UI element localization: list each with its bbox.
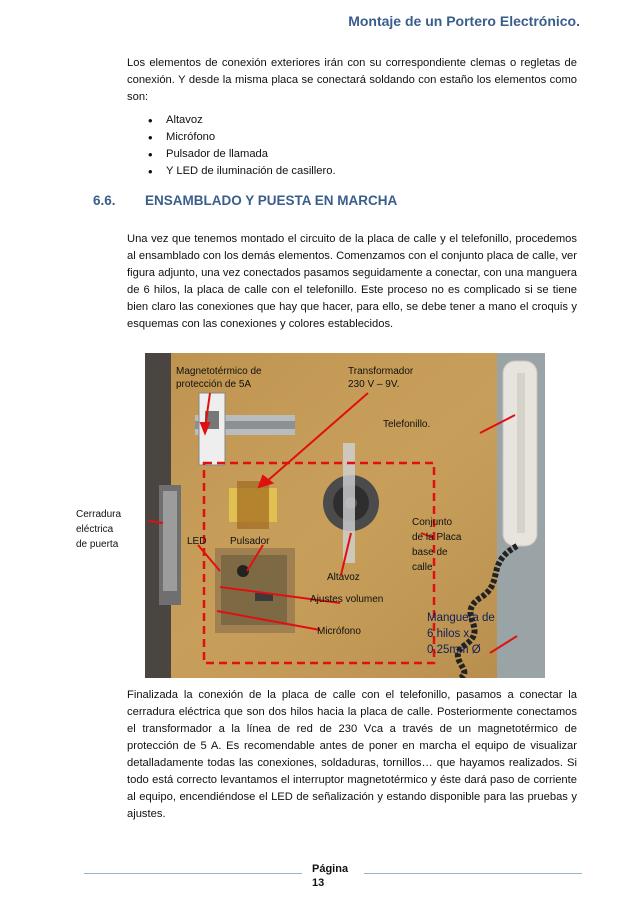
page-label: Página [312,863,349,875]
page-number-block [312,862,348,890]
label-manguera-3: 0.25mm Ø [427,644,481,656]
section-title: ENSAMBLADO Y PUESTA EN MARCHA [145,193,398,208]
element-list [148,112,336,180]
label-transformador-1: Transformador [348,366,414,377]
label-conjunto-4: calle [412,562,433,573]
section-number: 6.6. [93,193,116,208]
assembly-photo [145,353,545,678]
list-item: • Pulsador de llamada [148,146,336,163]
label-pulsador: Pulsador [230,536,270,547]
list-item: • Altavoz [148,112,336,129]
footer-rule-left [84,873,302,874]
label-cerradura-1: Cerradura [76,509,122,520]
label-altavoz: Altavoz [327,572,360,583]
label-conjunto-1: Conjunto [412,517,453,528]
label-transformador-2: 230 V – 9V. [348,379,400,390]
label-telefonillo: Telefonillo. [383,419,431,430]
footer-rule-right [364,873,582,874]
intro-paragraph: Los elementos de conexión exteriores irán con su correspondiente clemas o regletas de conexión. Y desde la misma placa se conectará soldando con estaño los elementos como son: [127,57,577,103]
label-manguera-1: Manguera de [427,612,495,624]
label-cerradura-3: de puerta [76,539,119,550]
section-heading [93,193,397,208]
list-item: • Micrófono [148,129,336,146]
label-microfono: Micrófono [317,626,361,637]
label-manguera-2: 6 hilos x [427,628,470,640]
header-title: Montaje de un Portero Electrónico. [348,13,580,29]
label-ajustes-volumen: Ajustes volumen [310,594,384,605]
label-magnetotermico-2: protección de 5A [176,379,252,390]
list-item: • Y LED de iluminación de casillero. [148,163,336,180]
label-led: LED [187,536,207,547]
label-cerradura-2: eléctrica [76,524,114,535]
label-conjunto-2: de la Placa [412,532,462,543]
label-conjunto-3: base de [412,547,448,558]
label-magnetotermico-1: Magnetotérmico de [176,366,262,377]
page-number: 13 [312,877,325,889]
section-paragraph-2: Finalizada la conexión de la placa de calle con el telefonillo, pasamos a conectar la cerradura eléctrica que son dos hilos hacia la placa de calle. Posteriormente conectamos el transformador a la línea de red de 230 Vca a través de un magnetotérmico de protección de 5 A. Es recomendable antes de poner en marcha el equipo de visualizar detalladamente todas las conexiones, soldaduras, tornillos… que hayamos realizados. Si todo está correcto levantamos el interruptor magnetotérmico y éste dará paso de corriente al equipo, encendiéndose el LED de señalización y estando disponible para las pruebas y ajustes. [127,689,577,820]
section-paragraph-1: Una vez que tenemos montado el circuito de la placa de calle y el telefonillo, procedemos al ensamblado con los demás elementos. Comenzamos con el conjunto placa de calle, ver figura adjunto, una vez conectados pasamos seguidamente a conectar, con una manguera de 6 hilos, la placa de calle con el telefonillo. Este proceso no es complicado si se tiene bien claro las conexiones que hay que hacer, para ello, se debe tener a mano el croquis y esquemas con las conexiones y colores establecidos. [127,233,577,330]
